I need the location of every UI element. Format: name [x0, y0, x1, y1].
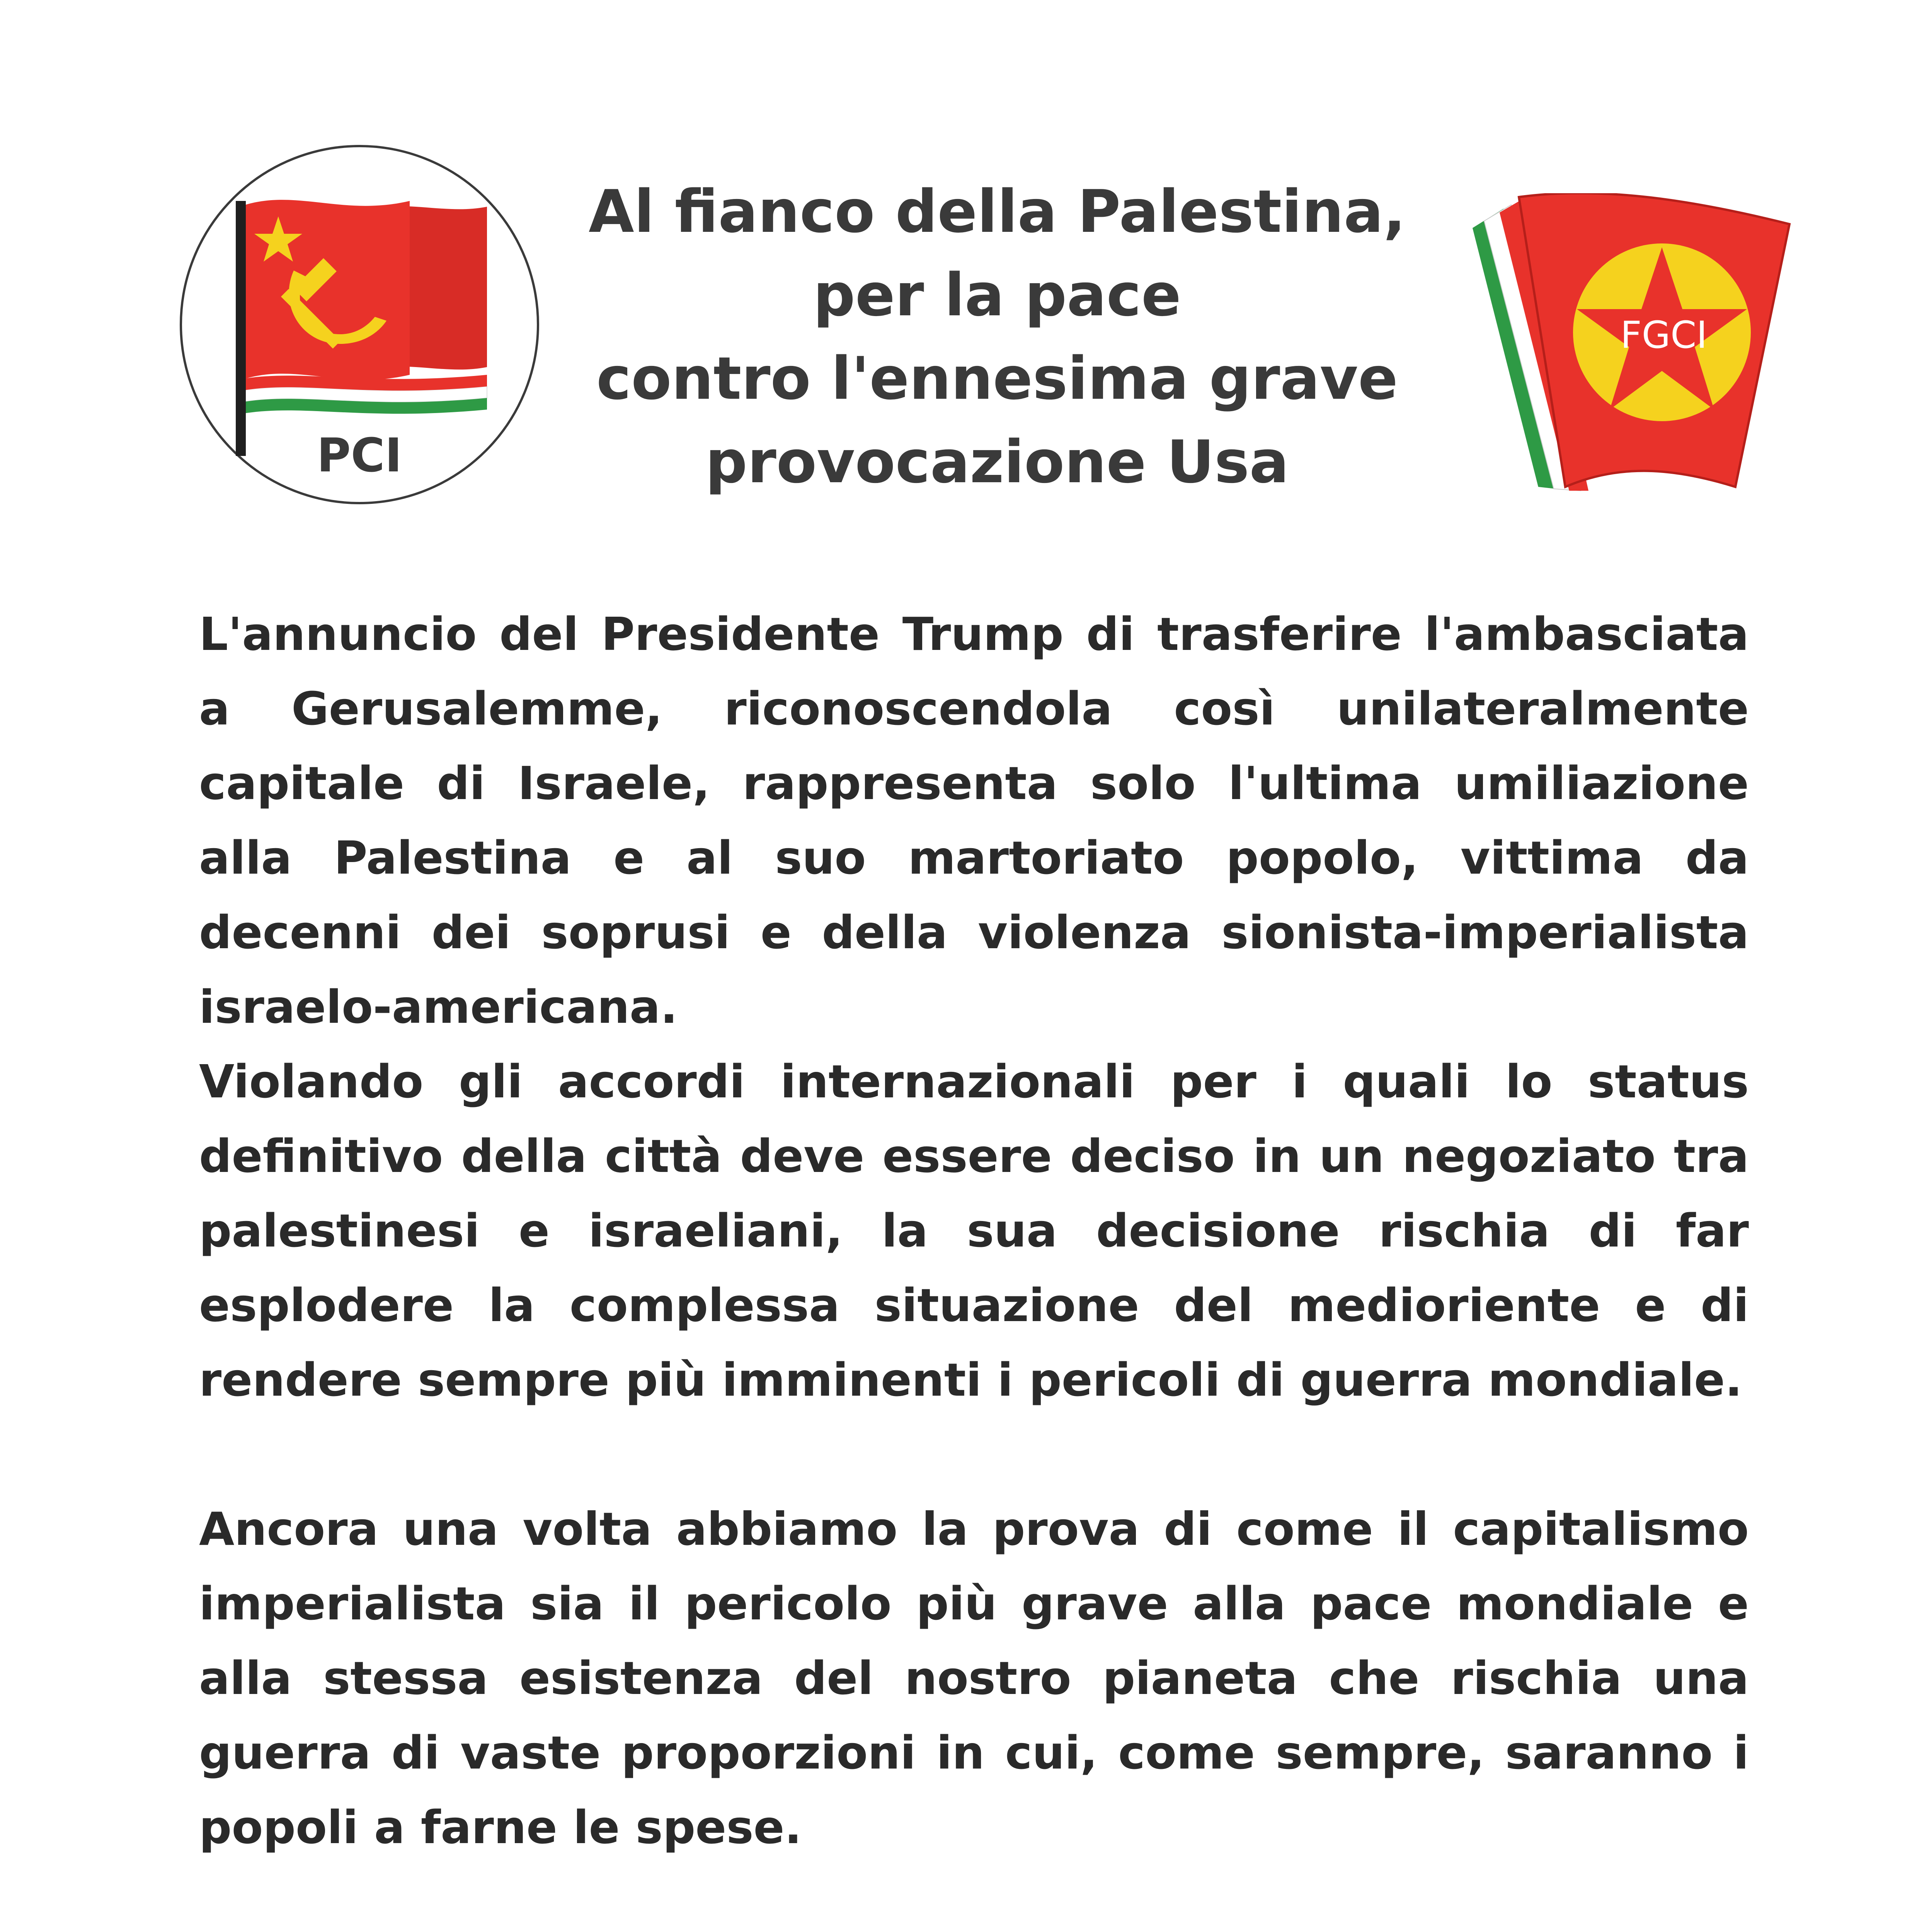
fgci-logo-text: FGCI	[1620, 313, 1708, 357]
headline-line: contro l'ennesima grave	[596, 344, 1398, 413]
headline-line: provocazione Usa	[705, 428, 1289, 496]
pci-logo	[178, 143, 541, 506]
headline	[541, 170, 1453, 504]
pci-logo-text: PCI	[317, 429, 402, 483]
fgci-logo	[1457, 193, 1797, 502]
headline-line: per la pace	[813, 261, 1181, 329]
headline-line: Al fianco della Palestina,	[589, 177, 1406, 246]
body-paragraph: L'annuncio del Presidente Trump di trasferire l'ambasciata a Gerusalemme, riconoscendola così unilateralmente capitale di Israele, rappresenta solo l'ultima umiliazione alla Palestina e al suo martoriato popolo, vittima da decenni dei soprusi e della violenza sionista-imperialista israelo-americana.	[199, 607, 1749, 1034]
body-paragraph: Violando gli accordi internazionali per i quali lo status definitivo della città deve essere deciso in un negoziato tra palestinesi e israeliani, la sua decisione rischia di far esplodere la complessa situazione del medioriente e di rendere sempre più imminenti i pericoli di guerra mondiale.	[199, 1055, 1749, 1406]
article-body	[199, 597, 1749, 1932]
body-paragraph: Ancora una volta abbiamo la prova di come il capitalismo imperialista sia il pericolo più grave alla pace mondiale e alla stessa esistenza del nostro pianeta che rischia una guerra di vaste proporzioni in cui, come sempre, saranno i popoli a farne le spese.	[199, 1502, 1749, 1854]
